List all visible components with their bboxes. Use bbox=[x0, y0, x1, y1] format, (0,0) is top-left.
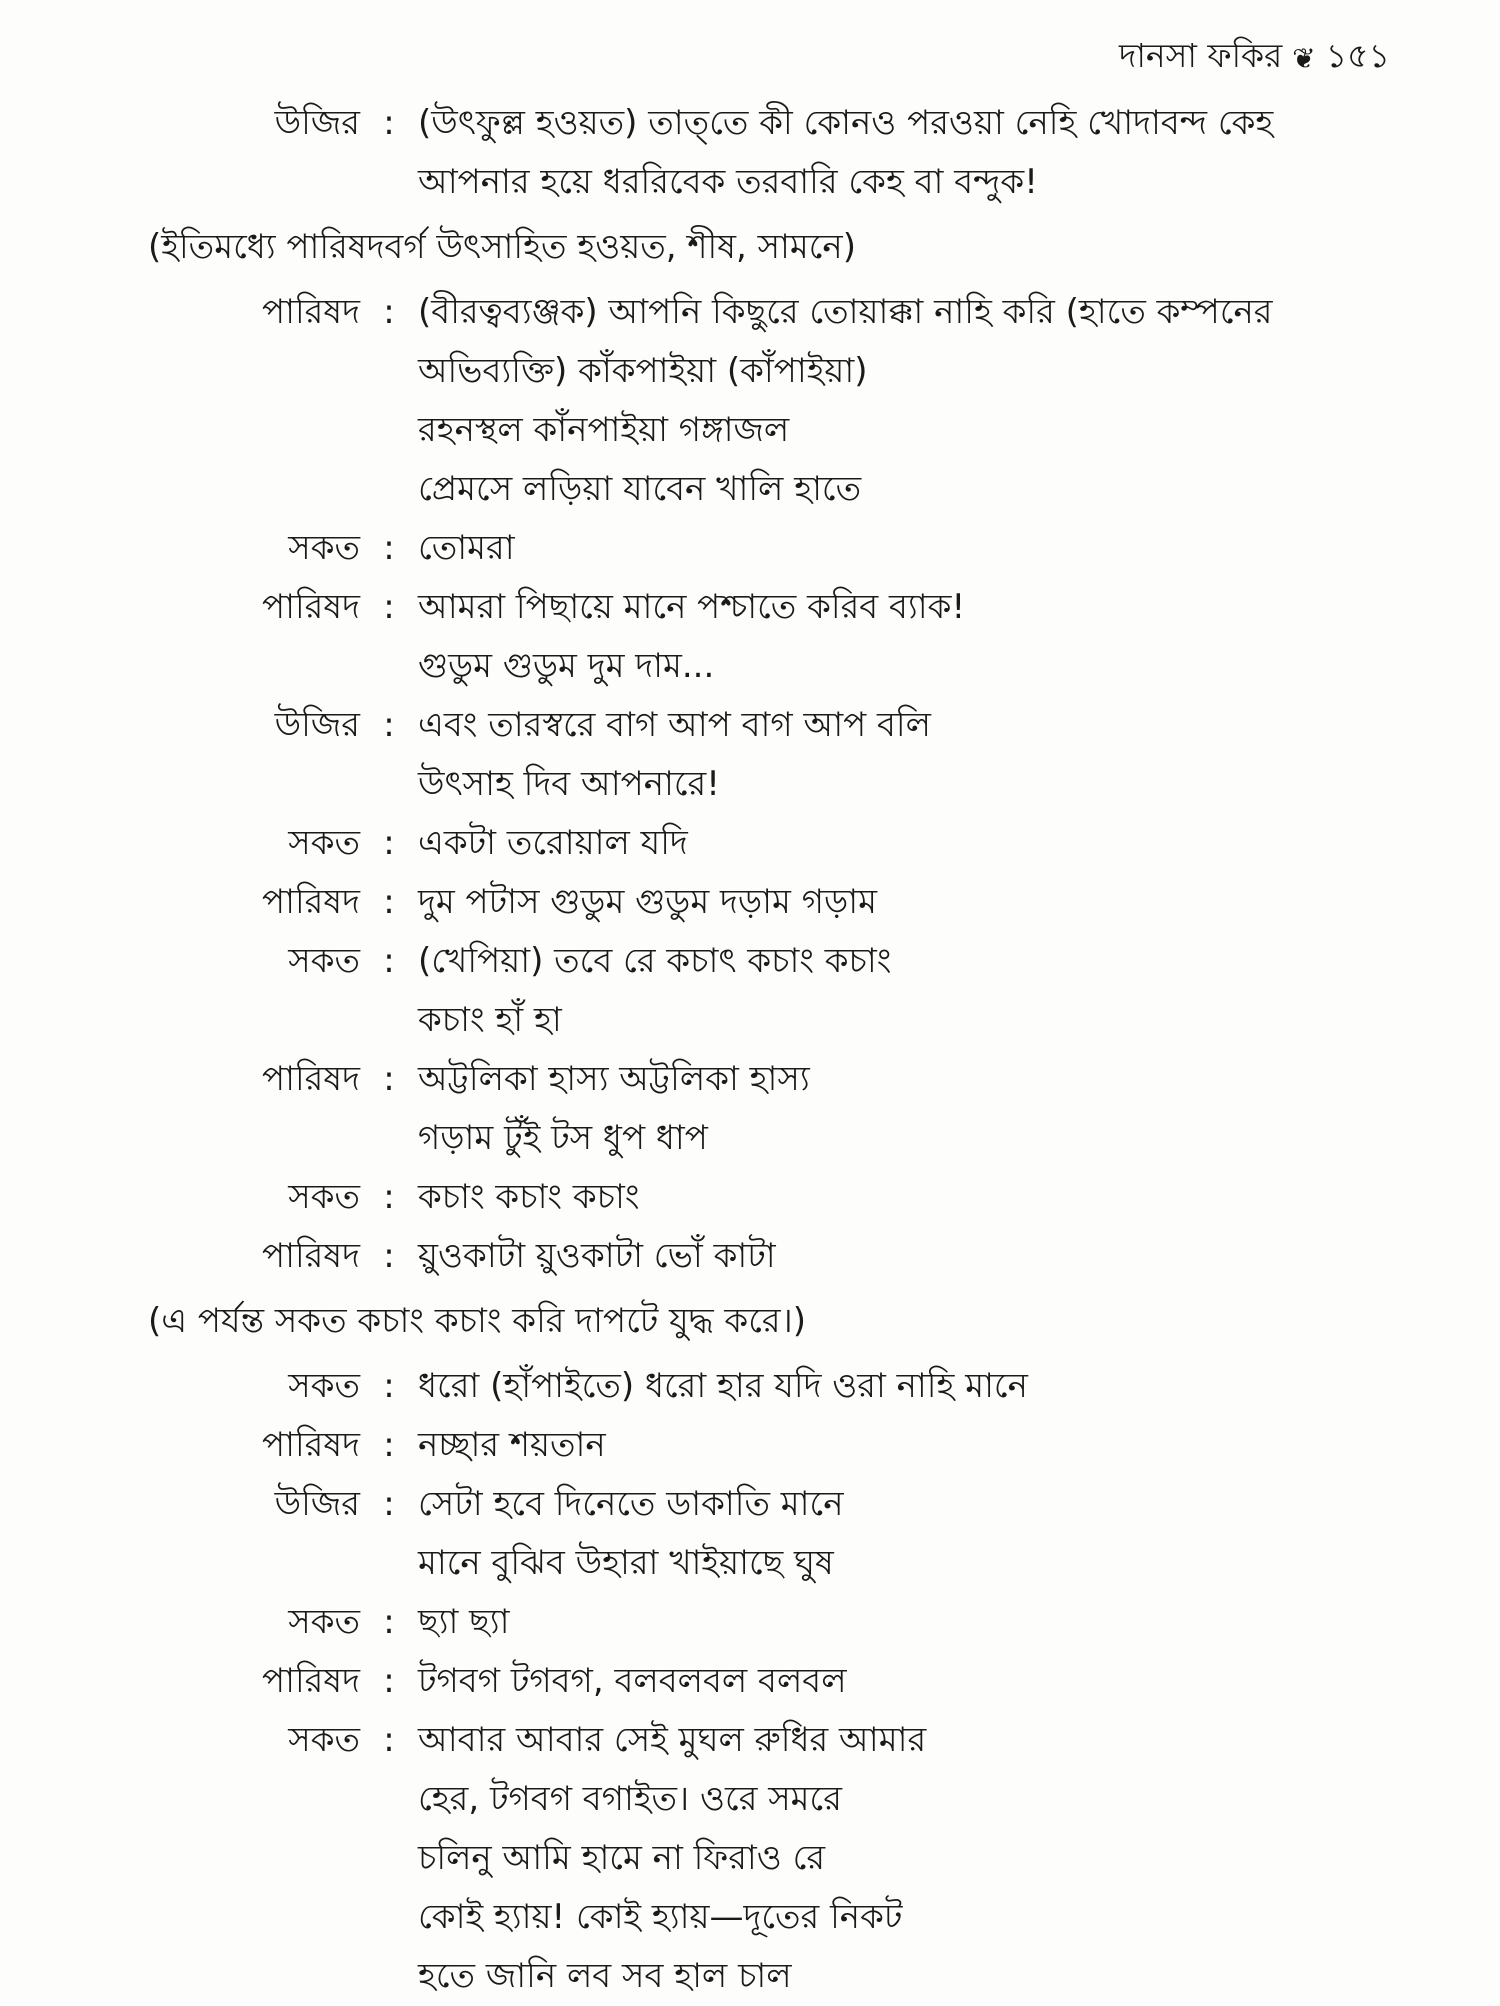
dialogue-line: কোই হ্যায়! কোই হ্যায়—দূতের নিকট bbox=[418, 1897, 903, 1937]
dialogue-line: (উৎফুল্ল হওয়ত) তাত্‌তে কী কোনও পরওয়া নেহি খোদাবন্দ কেহ bbox=[418, 103, 1274, 143]
dialogue-lines bbox=[418, 94, 1378, 212]
stage-direction: (এ পর্যন্ত সকত কচাং কচাং করি দাপটে যুদ্ধ করে।) bbox=[148, 1301, 807, 1341]
speaker-separator: : bbox=[383, 823, 395, 863]
dialogue-block bbox=[0, 519, 1500, 578]
dialogue-line: একটা তরোয়াল যদি bbox=[418, 823, 688, 863]
speaker-separator: : bbox=[383, 1661, 395, 1701]
dialogue-line: চলিনু আমি হামে না ফিরাও রে bbox=[418, 1838, 826, 1878]
dialogue-line: য়ুওকাটা য়ুওকাটা ভোঁ কাটা bbox=[418, 1236, 776, 1276]
dialogue-lines bbox=[418, 1050, 1378, 1168]
dialogue-line: গুডুম গুডুম দুম দাম... bbox=[418, 646, 715, 686]
speaker-name: সকত bbox=[288, 1602, 360, 1642]
dialogue-line: অভিব্যক্তি) কাঁকপাইয়া (কাঁপাইয়া) bbox=[418, 351, 868, 391]
dialogue-line: হতে জানি লব সব হাল চাল bbox=[418, 1956, 792, 1996]
dialogue-block bbox=[0, 1050, 1500, 1168]
dialogue-block bbox=[0, 94, 1500, 212]
speaker-separator: : bbox=[383, 1366, 395, 1406]
dialogue-line: আবার আবার সেই মুঘল রুধির আমার bbox=[418, 1720, 927, 1760]
dialogue-block bbox=[0, 1416, 1500, 1475]
speaker-separator: : bbox=[383, 1484, 395, 1524]
speaker-name: উজির bbox=[274, 705, 360, 745]
dialogue-block bbox=[0, 932, 1500, 1050]
speaker-name: সকত bbox=[288, 823, 360, 863]
dialogue-line: ধরো (হাঁপাইতে) ধরো হার যদি ওরা নাহি মানে bbox=[418, 1366, 1028, 1406]
speaker-separator: : bbox=[383, 705, 395, 745]
dialogue-block bbox=[0, 1593, 1500, 1652]
speaker-separator: : bbox=[383, 587, 395, 627]
dialogue-line: গড়াম টুঁই টস ধুপ ধাপ bbox=[418, 1118, 708, 1158]
speaker-name: পারিষদ bbox=[262, 1236, 360, 1276]
dialogue-block bbox=[0, 578, 1500, 696]
speaker-name: সকত bbox=[288, 1366, 360, 1406]
speaker-name: উজির bbox=[274, 103, 360, 143]
dialogue-lines bbox=[418, 1652, 1378, 1711]
speaker-separator: : bbox=[383, 1059, 395, 1099]
dialogue-lines bbox=[418, 696, 1378, 814]
dialogue-line: হের, টগবগ বগাইত। ওরে সমরে bbox=[418, 1779, 842, 1819]
dialogue-line: রহনস্থল কাঁনপাইয়া গঙ্গাজল bbox=[418, 410, 790, 450]
dialogue-block bbox=[0, 1652, 1500, 1711]
play-text bbox=[0, 94, 1500, 2006]
dialogue-lines bbox=[418, 283, 1378, 519]
dialogue-line: কচাং কচাং কচাং bbox=[418, 1177, 640, 1217]
page-number: ১৫১ bbox=[1325, 36, 1390, 75]
speaker-separator: : bbox=[383, 941, 395, 981]
speaker-separator: : bbox=[383, 1720, 395, 1760]
dialogue-lines bbox=[418, 1593, 1378, 1652]
dialogue-line: এবং তারস্বরে বাগ আপ বাগ আপ বলি bbox=[418, 705, 931, 745]
speaker-name: পারিষদ bbox=[262, 587, 360, 627]
dialogue-block bbox=[0, 1711, 1500, 2006]
speaker-separator: : bbox=[383, 882, 395, 922]
speaker-separator: : bbox=[383, 1602, 395, 1642]
speaker-name: পারিষদ bbox=[262, 1661, 360, 1701]
dialogue-lines bbox=[418, 1227, 1378, 1286]
speaker-name: সকত bbox=[288, 1720, 360, 1760]
dialogue-line: নচ্ছার শয়তান bbox=[418, 1425, 606, 1465]
dialogue-lines bbox=[418, 578, 1378, 696]
dialogue-block bbox=[0, 1168, 1500, 1227]
dialogue-line: সেটা হবে দিনেতে ডাকাতি মানে bbox=[418, 1484, 844, 1524]
dialogue-line: আপনার হয়ে ধররিবেক তরবারি কেহ বা বন্দুক! bbox=[418, 162, 1038, 202]
dialogue-lines bbox=[418, 1357, 1378, 1416]
header-title: দানসা ফকির bbox=[1119, 36, 1283, 75]
speaker-separator: : bbox=[383, 528, 395, 568]
dialogue-line: (খেপিয়া) তবে রে কচাৎ কচাং কচাং bbox=[418, 941, 892, 981]
speaker-name: উজির bbox=[274, 1484, 360, 1524]
speaker-name: পারিষদ bbox=[262, 292, 360, 332]
dialogue-lines bbox=[418, 1711, 1378, 2006]
dialogue-line: (বীরত্বব্যঞ্জক) আপনি কিছুরে তোয়াক্কা নাহি করি (হাতে কম্পনের bbox=[418, 292, 1273, 332]
speaker-name: পারিষদ bbox=[262, 1059, 360, 1099]
dialogue-block bbox=[0, 1475, 1500, 1593]
dialogue-block bbox=[0, 814, 1500, 873]
dialogue-line: কচাং হাঁ হা bbox=[418, 1000, 562, 1040]
dialogue-line: তোমরা bbox=[418, 528, 515, 568]
dialogue-line: উৎসাহ দিব আপনারে! bbox=[418, 764, 720, 804]
dialogue-line: ছ্যা ছ্যা bbox=[418, 1602, 510, 1642]
speaker-separator: : bbox=[383, 292, 395, 332]
dialogue-line: আমরা পিছায়ে মানে পশ্চাতে করিব ব্যাক! bbox=[418, 587, 966, 627]
speaker-name: সকত bbox=[288, 1177, 360, 1217]
dialogue-line: প্রেমসে লড়িয়া যাবেন খালি হাতে bbox=[418, 469, 862, 509]
speaker-name: পারিষদ bbox=[262, 882, 360, 922]
dialogue-lines bbox=[418, 519, 1378, 578]
speaker-name: সকত bbox=[288, 528, 360, 568]
ornament-icon: ❦ bbox=[1292, 41, 1316, 75]
speaker-separator: : bbox=[383, 1177, 395, 1217]
dialogue-lines bbox=[418, 1475, 1378, 1593]
running-header bbox=[1119, 30, 1390, 86]
dialogue-lines bbox=[418, 1168, 1378, 1227]
dialogue-block bbox=[0, 1227, 1500, 1286]
dialogue-block bbox=[0, 283, 1500, 519]
dialogue-lines bbox=[418, 873, 1378, 932]
dialogue-block bbox=[0, 696, 1500, 814]
dialogue-line: মানে বুঝিব উহারা খাইয়াছে ঘুষ bbox=[418, 1543, 834, 1583]
dialogue-line: দুম পটাস গুডুম গুডুম দড়াম গড়াম bbox=[418, 882, 877, 922]
speaker-separator: : bbox=[383, 1236, 395, 1276]
dialogue-lines bbox=[418, 814, 1378, 873]
speaker-name: সকত bbox=[288, 941, 360, 981]
dialogue-lines bbox=[418, 932, 1378, 1050]
dialogue-line: অট্টলিকা হাস্য অট্টলিকা হাস্য bbox=[418, 1059, 810, 1099]
speaker-separator: : bbox=[383, 103, 395, 143]
speaker-separator: : bbox=[383, 1425, 395, 1465]
dialogue-lines bbox=[418, 1416, 1378, 1475]
speaker-name: পারিষদ bbox=[262, 1425, 360, 1465]
stage-direction: (ইতিমধ্যে পারিষদবর্গ উৎসাহিত হওয়ত, শীষ, সামনে) bbox=[148, 227, 856, 267]
dialogue-block bbox=[0, 1357, 1500, 1416]
dialogue-block bbox=[0, 873, 1500, 932]
dialogue-line: টগবগ টগবগ, বলবলবল বলবল bbox=[418, 1661, 847, 1701]
